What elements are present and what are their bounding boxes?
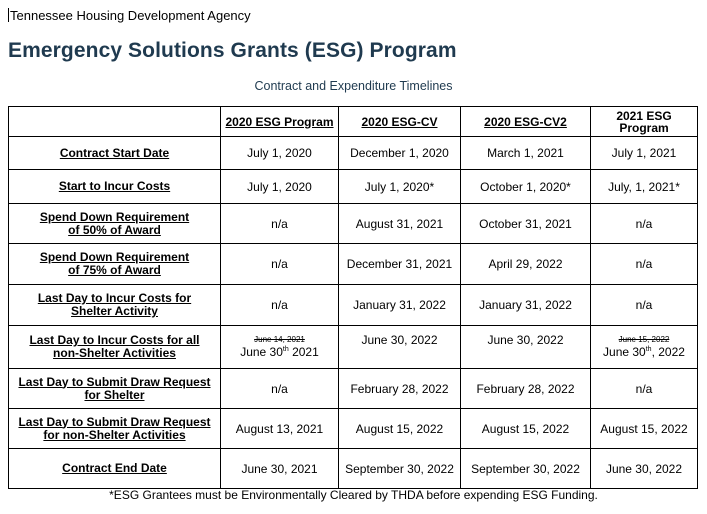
table-cell: September 30, 2022 [461,449,591,489]
row-label [9,285,221,326]
table-cell: December 1, 2020 [339,137,461,170]
row-label: Contract Start Date [9,137,221,170]
table-cell: October 1, 2020* [461,170,591,204]
table-cell: August 13, 2021 [221,409,339,449]
table-cell: August 15, 2022 [591,409,698,449]
table-cell: n/a [591,204,698,244]
table-cell: July 1, 2020 [221,137,339,170]
table-cell: December 31, 2021 [339,244,461,285]
row-label-line: of 75% of Award [68,263,161,277]
row-label [9,204,221,244]
table-cell: August 15, 2022 [461,409,591,449]
row-label [9,326,221,369]
row-label [9,244,221,285]
table-cell: September 30, 2022 [339,449,461,489]
row-label-line: Last Day to Submit Draw Request [18,414,211,429]
table-cell [221,326,339,369]
table-cell: August 15, 2022 [339,409,461,449]
row-label-line: Last Day to Incur Costs for all [29,333,200,347]
agency-name-text: Tennessee Housing Development Agency [10,8,251,23]
table-cell: October 31, 2021 [461,204,591,244]
table-row [9,137,698,170]
column-header: 2020 ESG-CV2 [461,107,591,137]
column-header [591,107,698,137]
table-cell: n/a [221,244,339,285]
table-row [9,326,698,369]
row-label-line: for non-Shelter Activities [43,427,186,442]
row-label-line: for Shelter [84,387,145,402]
table-cell: n/a [221,204,339,244]
column-header: 2020 ESG Program [221,107,339,137]
table-header-row [9,107,698,137]
page-title: Emergency Solutions Grants (ESG) Program [8,39,457,62]
table-cell: n/a [221,369,339,409]
table-cell: April 29, 2022 [461,244,591,285]
table-cell: February 28, 2022 [339,369,461,409]
column-header-text: 2021 ESG Program [616,108,672,135]
row-label [9,369,221,409]
table-row [9,204,698,244]
table-cell: January 31, 2022 [339,285,461,326]
table-row [9,449,698,489]
row-label: Start to Incur Costs [9,170,221,204]
table-cell: February 28, 2022 [461,369,591,409]
revised-date-text: , 2022 [651,345,685,359]
table-cell: n/a [591,369,698,409]
table-cell: March 1, 2021 [461,137,591,170]
row-label-line: Last Day to Submit Draw Request [18,374,211,389]
table-cell: June 30, 2022 [461,326,591,369]
table-cell: January 31, 2022 [461,285,591,326]
header-empty-cell [9,107,221,137]
struck-date: June 14, 2021 [254,335,305,344]
revised-date-text: June 30 [240,345,283,359]
agency-name [8,8,251,23]
table-cell: July 1, 2021 [591,137,698,170]
table-cell: August 31, 2021 [339,204,461,244]
row-label-line: of 50% of Award [68,222,161,237]
revised-date [240,345,319,359]
table-cell: July, 1, 2021* [591,170,698,204]
table-cell: July 1, 2020* [339,170,461,204]
row-label-line: non-Shelter Activities [53,346,176,360]
table-cell: n/a [591,285,698,326]
row-label [9,409,221,449]
table-row [9,244,698,285]
timeline-table [8,106,698,489]
row-label: Contract End Date [9,449,221,489]
row-label-line: Shelter Activity [71,304,158,318]
row-label-line: Spend Down Requirement [39,250,190,264]
table-cell: June 30, 2022 [591,449,698,489]
footnote: *ESG Grantees must be Environmentally Cleared by THDA before expending ESG Funding. [109,488,598,502]
table-cell: July 1, 2020 [221,170,339,204]
row-label-line: Spend Down Requirement [39,209,190,224]
struck-date: June 15, 2022 [618,335,670,344]
text-cursor [8,8,9,22]
column-header: 2020 ESG-CV [339,107,461,137]
table-cell: n/a [221,285,339,326]
ordinal-suffix: th [282,346,289,353]
row-label-line: Last Day to Incur Costs for [37,291,192,305]
table-cell: June 30, 2021 [221,449,339,489]
table-cell: June 30, 2022 [339,326,461,369]
page-subtitle: Contract and Expenditure Timelines [254,79,453,93]
revised-date-text: June 30 [603,345,646,359]
table-row [9,285,698,326]
revised-date-text: 2021 [288,345,319,359]
table-row [9,409,698,449]
table-row [9,369,698,409]
table-cell [591,326,698,369]
ordinal-suffix: th [645,346,652,353]
table-cell: n/a [591,244,698,285]
revised-date [603,345,685,359]
table-row [9,170,698,204]
